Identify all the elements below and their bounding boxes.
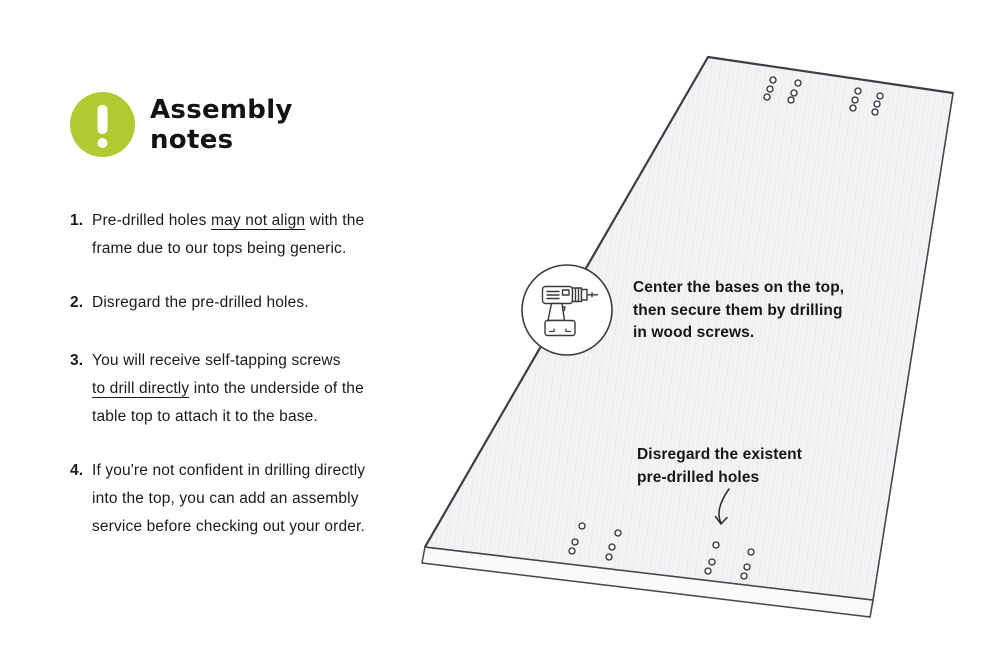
annotation-disregard-holes xyxy=(637,444,802,489)
note-number: 2. xyxy=(70,294,84,311)
drill-hole-top-left xyxy=(764,94,770,100)
drill-hole-top-right xyxy=(874,101,880,107)
drill-hole-top-left xyxy=(791,90,797,96)
drill-hole-top-right xyxy=(855,88,861,94)
annotation-line: Center the bases on the top, xyxy=(633,279,845,296)
drill-hole-top-left xyxy=(788,97,794,103)
drill-hole-bottom-left xyxy=(579,523,585,529)
drill-hole-top-right xyxy=(877,93,883,99)
page-title-line1: Assembly xyxy=(150,95,293,125)
assembly-note-2 xyxy=(70,289,410,317)
note-number: 3. xyxy=(70,352,84,369)
alert-badge xyxy=(70,92,135,157)
drill-hole-top-left xyxy=(767,86,773,92)
drill-badge-circle xyxy=(522,265,612,355)
annotation-center-bases xyxy=(633,277,844,345)
drill-hole-bottom-right xyxy=(705,568,711,574)
note-number: 4. xyxy=(70,462,84,479)
drill-hole-bottom-right xyxy=(709,559,715,565)
note-number: 1. xyxy=(70,212,84,229)
drill-hole-bottom-left xyxy=(615,530,621,536)
drill-hole-top-right xyxy=(850,105,856,111)
page-title-line2: notes xyxy=(150,125,234,155)
drill-hole-bottom-left xyxy=(572,539,578,545)
drill-hole-top-left xyxy=(770,77,776,83)
annotation-line: in wood screws. xyxy=(633,324,755,341)
drill-hole-bottom-left xyxy=(569,548,575,554)
drill-badge xyxy=(522,265,612,355)
note-text: Disregard the pre-drilled holes. xyxy=(92,294,309,311)
note-text: Pre-drilled holes may not align with the frame due to our tops being generic. xyxy=(92,212,365,257)
assembly-note-3 xyxy=(70,347,410,431)
assembly-note-1 xyxy=(70,207,410,263)
drill-hole-bottom-right xyxy=(713,542,719,548)
drill-hole-top-right xyxy=(872,109,878,115)
note-text: If you're not confident in drilling directly into the top, you can add an assembly service before checking out your order. xyxy=(92,462,366,535)
drill-hole-top-left xyxy=(795,80,801,86)
annotation-line: pre-drilled holes xyxy=(637,468,760,486)
drill-hole-bottom-left xyxy=(606,554,612,560)
note-text: You will receive self-tapping screws to drill directly into the underside of the table top to attach it to the base. xyxy=(92,352,364,425)
annotation-line: Disregard the existent xyxy=(637,446,803,463)
assembly-note-4 xyxy=(70,457,410,541)
drill-hole-bottom-left xyxy=(609,544,615,550)
drill-hole-bottom-right xyxy=(741,573,747,579)
drill-hole-bottom-right xyxy=(748,549,754,555)
drill-hole-bottom-right xyxy=(744,564,750,570)
annotation-line: then secure them by drilling xyxy=(633,301,843,319)
page-title xyxy=(150,95,293,155)
drill-hole-top-right xyxy=(852,97,858,103)
